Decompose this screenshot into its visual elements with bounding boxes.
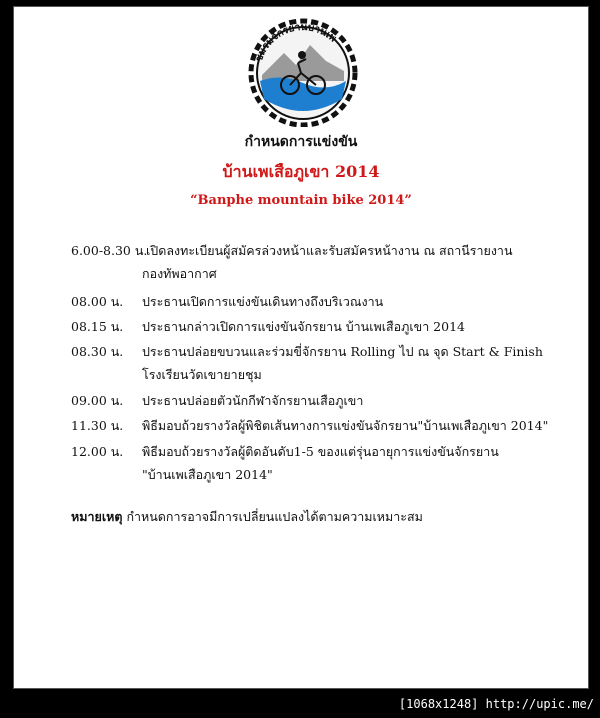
schedule-description-continued: "บ้านเพเสือภูเขา 2014" — [142, 467, 273, 482]
schedule-time: 12.00 น. — [71, 444, 124, 459]
schedule-description: ประธานปล่อยตัวนักกีฬาจักรยานเสือภูเขา — [142, 393, 364, 408]
schedule-time: 08.30 น. — [71, 344, 124, 359]
event-title-english: “Banphe mountain bike 2014” — [190, 193, 412, 208]
schedule-description: พิธีมอบถ้วยรางวัลผู้ติดอันดับ1-5 ของแต่รุ่นอายุการแข่งขันจักรยาน — [142, 444, 499, 459]
schedule-time: 08.00 น. — [71, 294, 124, 309]
schedule-description: เปิดลงทะเบียนผู้สมัครล่วงหน้าและรับสมัครหน้างาน ณ สถานีรายงาน — [146, 243, 513, 258]
cycling-club-logo — [246, 15, 360, 127]
schedule-description: ประธานกล่าวเปิดการแข่งขันจักรยาน บ้านเพเสือภูเขา 2014 — [142, 319, 465, 334]
schedule-time: 11.30 น. — [71, 418, 124, 433]
schedule-description-continued: กองทัพอากาศ — [142, 266, 217, 281]
schedule-time: 08.15 น. — [71, 319, 124, 334]
note-label: หมายเหตุ — [71, 509, 123, 524]
schedule-description-continued: โรงเรียนวัดเขายายชุม — [142, 367, 262, 382]
note-text: กำหนดการอาจมีการเปลี่ยนแปลงได้ตามความเหมาะสม — [126, 509, 423, 524]
note — [71, 507, 423, 527]
schedule-time: 6.00-8.30 น. — [71, 243, 148, 258]
image-host-footer: [1068x1248] http://upic.me/ — [398, 697, 594, 711]
schedule-time: 09.00 น. — [71, 393, 124, 408]
schedule-description: ประธานเปิดการแข่งขันเดินทางถึงบริเวณงาน — [142, 294, 384, 309]
event-title: บ้านเพเสือภูเขา 2014 — [222, 162, 380, 181]
schedule-heading: กำหนดการแข่งขัน — [244, 134, 358, 150]
schedule-description: พิธีมอบถ้วยรางวัลผู้พิชิตเส้นทางการแข่งขันจักรยาน"บ้านเพเสือภูเขา 2014" — [142, 418, 549, 433]
svg-text:ชมรมจักรยานบ้านเพ: ชมรมจักรยานบ้านเพ — [253, 21, 339, 64]
document-page — [14, 7, 588, 688]
schedule-description: ประธานปล่อยขบวนและร่วมขี่จักรยาน Rolling ไป ณ จุด Start & Finish — [142, 344, 543, 359]
